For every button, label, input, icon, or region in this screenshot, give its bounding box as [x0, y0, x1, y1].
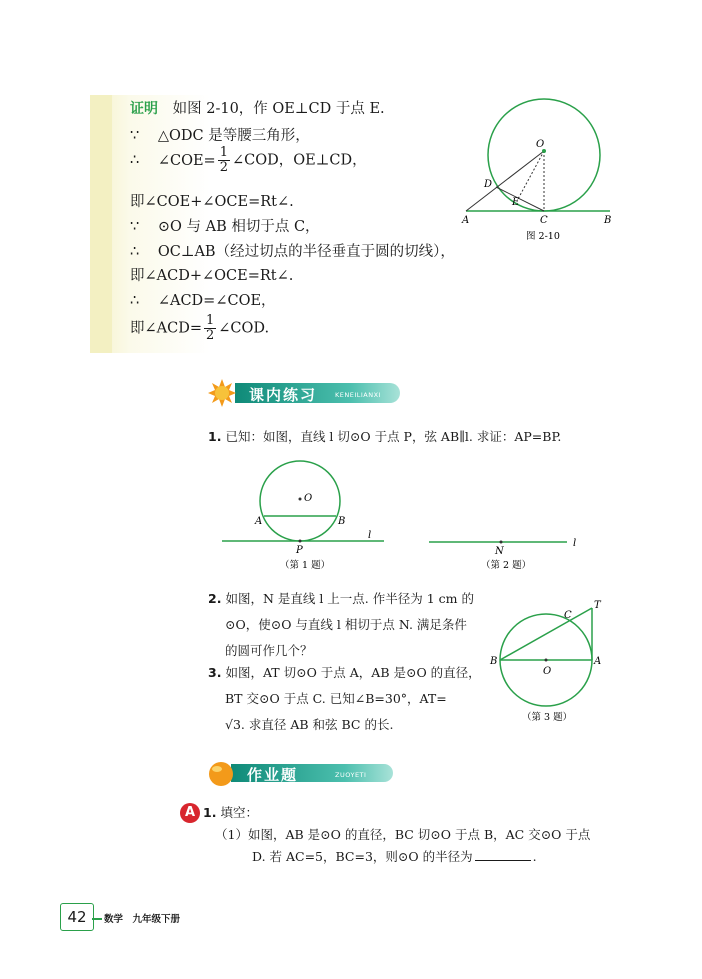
proof-line-8	[130, 289, 276, 310]
question-3-number: 3.	[208, 665, 222, 680]
fraction-half	[218, 146, 230, 175]
footer-connector	[92, 918, 102, 920]
fig210-caption: 图 2-10	[526, 231, 560, 242]
question-1-number: 1.	[208, 429, 222, 444]
banner-homework-sub: ZUOYETI	[335, 771, 367, 779]
proof-text-5: ⊙O 与 AB 相切于点 C，	[157, 219, 320, 235]
proof-line-6	[130, 240, 455, 261]
question-2-line-2: ⊙O，使⊙O 与直线 l 相切于点 N. 满足条件	[225, 617, 467, 632]
fig2-label-l: l	[573, 538, 577, 549]
figure-q2	[425, 530, 585, 576]
homework-1-number: 1.	[203, 805, 217, 820]
proof-text-3a: ∠COE=	[157, 152, 216, 169]
fig3-secant-BT	[500, 608, 592, 660]
proof-line-1	[130, 97, 385, 118]
proof-text-6: OC⊥AB（经过切点的半径垂直于圆的切线），	[157, 244, 455, 260]
proof-line-2	[130, 124, 310, 145]
proof-line-4: 即∠COE+∠OCE=Rt∠.	[130, 194, 294, 210]
sun-icon	[205, 378, 239, 408]
fig210-label-O: O	[536, 139, 545, 150]
fig1-label-P: P	[296, 545, 303, 556]
fig3-label-O: O	[543, 666, 552, 677]
proof-margin-bar	[90, 95, 112, 353]
proof-line-5	[130, 215, 320, 236]
book-title: 数学 九年级下册	[104, 914, 181, 925]
fig1-label-B: B	[338, 516, 346, 527]
fig210-label-C: C	[540, 215, 548, 226]
proof-text-9b: ∠COD.	[218, 320, 270, 337]
proof-text-9a: 即∠ACD=	[130, 320, 202, 337]
fig210-label-D: D	[484, 179, 493, 190]
because-symbol: ∵	[130, 128, 140, 144]
therefore-symbol: ∴	[130, 244, 140, 260]
fig210-line-OE	[518, 151, 544, 199]
fig210-label-E: E	[512, 197, 520, 208]
fig3-center-dot	[545, 659, 548, 662]
banner-homework	[207, 758, 397, 788]
question-3-line-1: 如图，AT 切⊙O 于点 A，AB 是⊙O 的直径，	[225, 665, 481, 680]
fig3-label-A: A	[594, 656, 602, 667]
fig3-label-B: B	[490, 656, 498, 667]
homework-1-item-1-line-1: （1）如图，AB 是⊙O 的直径，BC 切⊙O 于点 B，AC 交⊙O 于点	[215, 827, 591, 842]
question-1	[208, 424, 561, 450]
fig210-chord-DC	[496, 187, 544, 211]
banner-practice-sub: KENEILIANXI	[335, 391, 381, 399]
fig2-point-N	[500, 541, 503, 544]
homework-1-item-1-line-2: D. 若 AC=5，BC=3，则⊙O 的半径为 .	[252, 844, 537, 870]
fig210-label-A: A	[462, 215, 470, 226]
banner-practice-title: 课内练习	[249, 386, 318, 404]
fig2-caption: （第 2 题）	[481, 560, 532, 571]
page-number: 42	[60, 903, 94, 931]
fig1-label-O: O	[304, 493, 313, 504]
question-1-text: 已知：如图，直线 l 切⊙O 于点 P，弦 AB∥l. 求证：AP=BP.	[225, 429, 562, 444]
fig1-center-dot	[299, 498, 302, 501]
figure-q1	[218, 458, 388, 576]
proof-label: 证明	[130, 101, 158, 117]
fraction-num: 1	[206, 313, 215, 328]
therefore-symbol: ∴	[130, 293, 140, 309]
fig3-caption: （第 3 题）	[522, 712, 573, 723]
level-a-badge: A	[180, 803, 200, 823]
fraction-half	[204, 314, 216, 343]
fig1-label-l: l	[368, 530, 372, 541]
homework-1-text: 填空：	[220, 805, 258, 820]
proof-text-8: ∠ACD=∠COE，	[157, 293, 276, 309]
banner-homework-title: 作业题	[247, 766, 299, 784]
question-2	[208, 586, 474, 664]
proof-line-9	[130, 314, 269, 343]
fraction-den: 2	[206, 328, 215, 343]
question-2-number: 2.	[208, 591, 222, 606]
fig1-point-P	[299, 540, 302, 543]
orange-ball-icon	[207, 758, 237, 788]
therefore-symbol: ∴	[130, 152, 140, 169]
fig210-label-B: B	[604, 215, 612, 226]
homework-1-item-1-text: D. 若 AC=5，BC=3，则⊙O 的半径为	[252, 849, 473, 864]
fig3-label-T: T	[594, 600, 601, 611]
fraction-den: 2	[219, 160, 228, 175]
fig1-caption: （第 1 题）	[280, 560, 331, 571]
answer-blank[interactable]	[475, 846, 531, 861]
question-2-line-1: 如图，N 是直线 l 上一点. 作半径为 1 cm 的	[225, 591, 474, 606]
question-2-line-3: 的圆可作几个？	[225, 643, 313, 658]
banner-practice	[205, 378, 405, 408]
question-3-line-2: BT 交⊙O 于点 C. 已知∠B=30°，AT=	[225, 691, 447, 706]
proof-line-3	[130, 146, 367, 175]
proof-text-1: 如图 2-10，作 OE⊥CD 于点 E.	[172, 101, 385, 117]
proof-text-2: △ODC 是等腰三角形，	[157, 128, 310, 144]
fig1-circle	[260, 461, 340, 541]
question-3	[208, 660, 481, 738]
figure-2-10	[460, 95, 620, 245]
fig210-line-AO	[466, 151, 544, 211]
fig3-label-C: C	[564, 610, 572, 621]
fig1-label-A: A	[255, 516, 263, 527]
question-3-line-3: √3. 求直径 AB 和弦 BC 的长.	[225, 717, 394, 732]
fig2-label-N: N	[495, 546, 504, 557]
fraction-num: 1	[219, 145, 228, 160]
proof-text-3b: ∠COD，OE⊥CD，	[232, 152, 367, 169]
figure-q3	[488, 596, 608, 728]
because-symbol: ∵	[130, 219, 140, 235]
proof-line-7: 即∠ACD+∠OCE=Rt∠.	[130, 268, 294, 284]
